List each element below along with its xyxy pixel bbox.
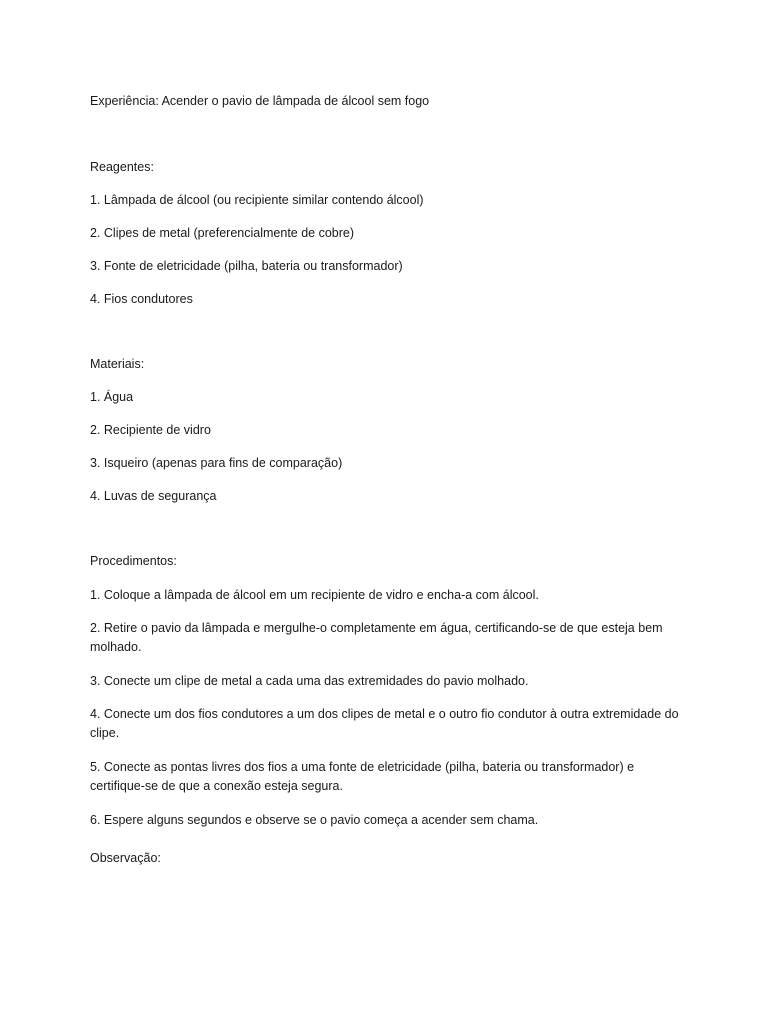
materiais-heading: Materiais: <box>90 357 145 371</box>
procedimentos-item: 6. Espere alguns segundos e observe se o pavio começa a acender sem chama. <box>90 813 539 827</box>
materiais-item: 3. Isqueiro (apenas para fins de comparação) <box>90 456 343 470</box>
reagentes-item: 2. Clipes de metal (preferencialmente de cobre) <box>90 226 355 240</box>
reagentes-item: 3. Fonte de eletricidade (pilha, bateria ou transformador) <box>90 259 403 273</box>
observacao-heading: Observação: <box>90 851 161 865</box>
procedimentos-heading: Procedimentos: <box>90 554 177 568</box>
reagentes-item: 4. Fios condutores <box>90 292 193 306</box>
reagentes-heading: Reagentes: <box>90 160 154 174</box>
procedimentos-item: 3. Conecte um clipe de metal a cada uma das extremidades do pavio molhado. <box>90 674 529 688</box>
materiais-item: 1. Água <box>90 390 134 404</box>
materiais-item: 4. Luvas de segurança <box>90 489 217 503</box>
procedimentos-item: 2. Retire o pavio da lâmpada e mergulhe-o completamente em água, certificando-se de que esteja bem molhado. <box>90 621 663 654</box>
procedimentos-item: 4. Conecte um dos fios condutores a um dos clipes de metal e o outro fio condutor à outra extremidade do clipe. <box>90 707 679 740</box>
materiais-item: 2. Recipiente de vidro <box>90 423 211 437</box>
procedimentos-item: 1. Coloque a lâmpada de álcool em um recipiente de vidro e encha-a com álcool. <box>90 588 539 602</box>
reagentes-item: 1. Lâmpada de álcool (ou recipiente similar contendo álcool) <box>90 193 424 207</box>
document-title: Experiência: Acender o pavio de lâmpada de álcool sem fogo <box>90 94 430 108</box>
procedimentos-item: 5. Conecte as pontas livres dos fios a uma fonte de eletricidade (pilha, bateria ou transformador) e certifique-se de que a conexão esteja segura. <box>90 760 635 793</box>
